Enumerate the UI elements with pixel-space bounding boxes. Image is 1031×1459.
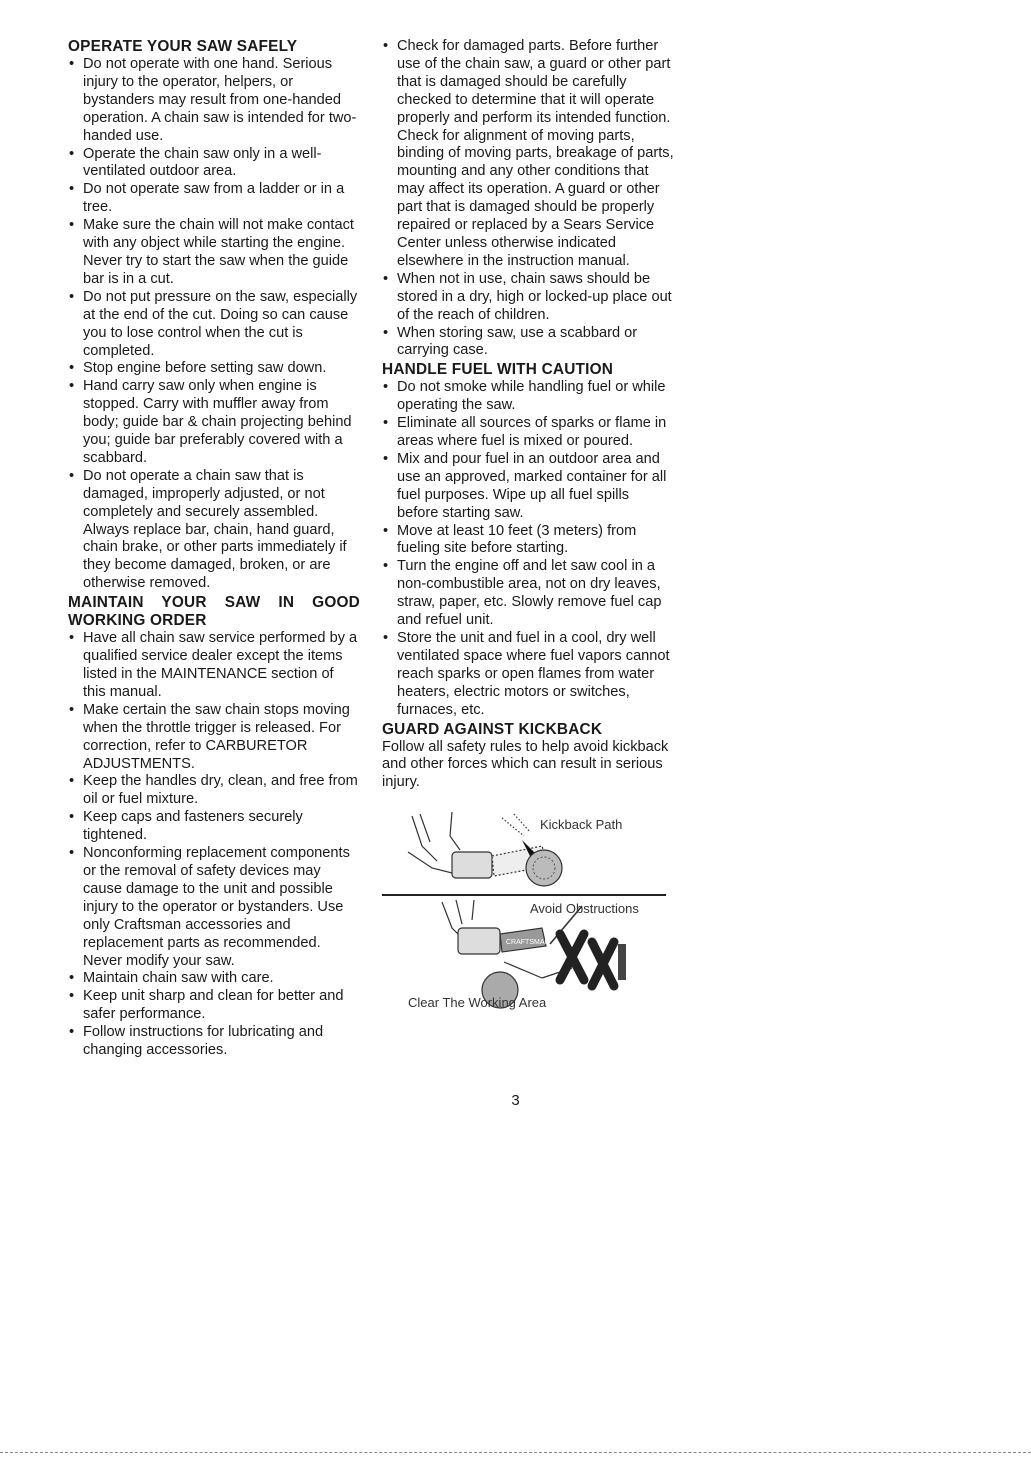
section-heading-operate: OPERATE YOUR SAW SAFELY (68, 38, 298, 55)
list-item: • Store the unit and fuel in a cool, dry well ventilated space where fuel vapors cannot reach sparks or open flames from water heaters, electric motors or switches, furnaces, etc. (382, 630, 674, 720)
list-item: • Make sure the chain will not make contact with any object while starting the engine. Never try to start the saw when the guide bar is in a cut. (68, 217, 360, 289)
section-heading-maintain-line1: MAINTAIN YOUR SAW IN GOOD (68, 594, 360, 612)
list-item: • Operate the chain saw only in a well-ventilated outdoor area. (68, 146, 360, 182)
list-item: • Keep caps and fasteners securely tightened. (68, 809, 360, 845)
section-heading-kickback: GUARD AGAINST KICKBACK (382, 720, 603, 738)
list-item: • Move at least 10 feet (3 meters) from fueling site before starting. (382, 523, 674, 559)
page-number: 3 (511, 1092, 520, 1109)
list-item: • Eliminate all sources of sparks or flame in areas where fuel is mixed or poured. (382, 415, 674, 451)
list-item: • Follow instructions for lubricating and changing accessories. (68, 1024, 360, 1060)
fuel-list (382, 379, 674, 719)
list-item: • Check for damaged parts. Before further use of the chain saw, a guard or other part that is damaged should be carefully checked to determine that it will operate properly and perform its intended function. Check for alignment of moving parts, binding of moving parts, breakage of parts, mounting and any other conditions that may affect its operation. A guard or other part that is damaged should be properly repaired or replaced by a Sears Service Center unless otherwise indicated elsewhere in the instruction manual. (382, 38, 674, 271)
list-item: • Do not put pressure on the saw, especially at the end of the cut. Doing so can cause you to lose control when the cut is completed. (68, 289, 360, 361)
figure-divider (382, 894, 666, 896)
list-item: • Have all chain saw service performed by a qualified service dealer except the items listed in the MAINTENANCE section of this manual. (68, 630, 360, 702)
clear-working-area-label: Clear The Working Area (408, 995, 547, 1011)
list-item: • When storing saw, use a scabbard or carrying case. (382, 325, 674, 361)
scan-edge-rule (0, 1452, 1031, 1453)
list-item: • Keep unit sharp and clean for better and safer performance. (68, 988, 360, 1024)
section-heading-fuel: HANDLE FUEL WITH CAUTION (382, 361, 614, 379)
list-item: • Make certain the saw chain stops moving when the throttle trigger is released. For correction, refer to CARBURETOR ADJUSTMENTS. (68, 702, 360, 774)
list-item: • Turn the engine off and let saw cool in a non-combustible area, not on dry leaves, straw, paper, etc. Slowly remove fuel cap and refuel unit. (382, 558, 674, 630)
inspection-storage-list (382, 38, 674, 360)
operate-safety-list (68, 56, 360, 593)
avoid-obstructions-label: Avoid Obstructions (530, 901, 639, 917)
section-heading-maintain-line2: WORKING ORDER (68, 612, 207, 630)
maintain-list (68, 630, 360, 1060)
kickback-illustration (382, 806, 674, 1026)
saw-brand-text: CRAFTSMAN (506, 939, 550, 947)
list-item: • Maintain chain saw with care. (68, 970, 360, 988)
kickback-paragraph: Follow all safety rules to help avoid kickback and other forces which can result in serious injury. (382, 738, 669, 791)
list-item: • Mix and pour fuel in an outdoor area and use an approved, marked container for all fuel purposes. Wipe up all fuel spills before starting saw. (382, 451, 674, 523)
right-column (382, 38, 674, 1026)
list-item: • Do not operate a chain saw that is damaged, improperly adjusted, or not completely and securely assembled. Always replace bar, chain, hand guard, chain brake, or other parts immediately if they become damaged, broken, or are otherwise removed. (68, 468, 360, 593)
kickback-path-label: Kickback Path (540, 817, 623, 833)
list-item: • Keep the handles dry, clean, and free from oil or fuel mixture. (68, 773, 360, 809)
list-item: • Do not operate saw from a ladder or in a tree. (68, 181, 360, 217)
list-item: • Do not smoke while handling fuel or while operating the saw. (382, 379, 674, 415)
list-item: • Hand carry saw only when engine is stopped. Carry with muffler away from body; guide bar & chain projecting behind you; guide bar preferably covered with a scabbard. (68, 378, 360, 468)
list-item: • Nonconforming replacement components or the removal of safety devices may cause damage to the unit and possible injury to the operator or bystanders. Use only Craftsman accessories and replacement parts as recommended. Never modify your saw. (68, 845, 360, 970)
list-item: • When not in use, chain saws should be stored in a dry, high or locked-up place out of the reach of children. (382, 271, 674, 325)
list-item: • Stop engine before setting saw down. (68, 360, 360, 378)
left-column (68, 38, 360, 1061)
list-item: • Do not operate with one hand. Serious injury to the operator, helpers, or bystanders may result from one-handed operation. A chain saw is intended for two-handed use. (68, 56, 360, 146)
